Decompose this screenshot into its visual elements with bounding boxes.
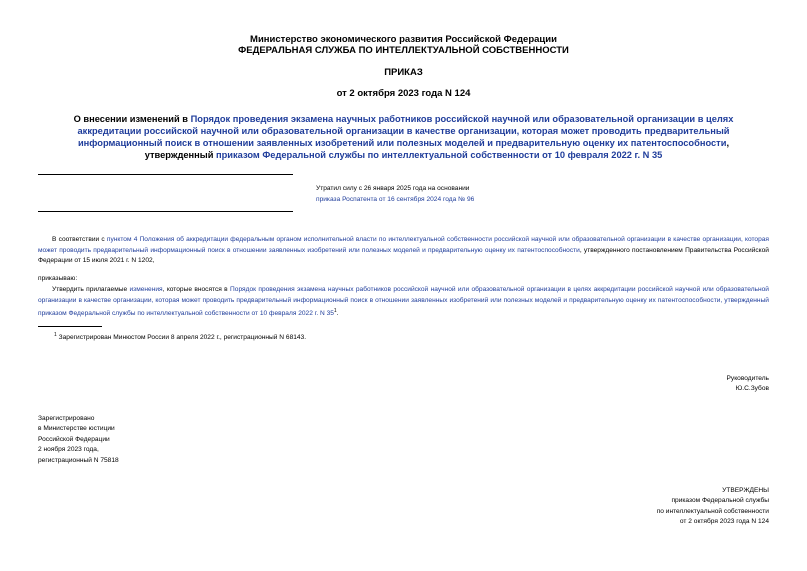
doc-type: ПРИКАЗ [384, 67, 423, 78]
divider-top [38, 174, 293, 175]
registration-line5: регистрационный N 75818 [38, 457, 119, 464]
para2-mid: , которые вносятся в [162, 286, 231, 293]
approved-line1: УТВЕРЖДЕНЫ [722, 487, 769, 494]
para2-link-procedure[interactable]: Порядок проведения экзамена научных работников российской научной или образовательной организации в целях аккредитации российской научной или образовательной организации в качестве организации, которая может проводить предварительный информационный поиск в отношении заявленных изобретений или полезных моделей и предварительную оценку их патентоспособности, утвержденный приказом Федеральной службы по интеллектуальной собственности от 10 февраля 2022 г. N 35 [38, 286, 769, 318]
doc-date-number: от 2 октября 2023 года N 124 [336, 88, 471, 99]
para1-prefix: В соответствии с [52, 236, 107, 243]
para2-end: . [336, 310, 339, 318]
registration-line4: 2 ноября 2023 года, [38, 446, 99, 453]
service-name: ФЕДЕРАЛЬНАЯ СЛУЖБА ПО ИНТЕЛЛЕКТУАЛЬНОЙ СОБСТВЕННОСТИ [238, 45, 569, 56]
para2-link-changes[interactable]: изменения [129, 286, 163, 293]
ministry-name: Министерство экономического развития Российской Федерации [250, 34, 557, 45]
order-word: приказываю: [38, 275, 78, 282]
signature-position: Руководитель [726, 375, 769, 382]
registration-line3: Российской Федерации [38, 436, 110, 443]
para1-link-regulation[interactable]: Положения об аккредитации федеральным органом исполнительной власти по интеллектуальной собственности российской научной или образовательной организации в качестве организации, которая может проводить предварительный информационный поиск в отношении заявленных изобретений или полезных моделей и предварительную оценку их патентоспособности [38, 236, 769, 254]
footnote-ref[interactable]: 1 [333, 308, 337, 315]
para1-link-clause[interactable]: пунктом 4 [106, 236, 138, 243]
footnote-mark: 1 [54, 332, 57, 338]
body-paragraph-2 [38, 285, 769, 320]
status-note-link[interactable]: приказа Роспатента от 16 сентября 2024 года № 96 [316, 196, 475, 203]
title-link-order[interactable]: приказом Федеральной службы по интеллектуальной собственности от 10 февраля 2022 г. N 35 [216, 150, 663, 160]
doc-title [46, 113, 761, 161]
approved-line4: от 2 октября 2023 года N 124 [679, 518, 769, 525]
title-link-procedure[interactable]: Порядок проведения экзамена научных работников российской научной или образовательной организации в целях аккредитации российской научной или образовательной организации в качестве организации, которая может проводить предварительный информационный поиск в отношении заявленных изобретений или полезных моделей и предварительную оценку их патентоспособности [77, 114, 734, 148]
registration-line1: Зарегистрировано [38, 415, 95, 422]
registration-line2: в Министерстве юстиции [38, 425, 115, 432]
para2-prefix: Утвердить прилагаемые [52, 286, 130, 293]
title-prefix: О внесении изменений в [73, 114, 191, 124]
footnote-text: Зарегистрирован Минюстом России 8 апреля 2022 г., регистрационный N 68143. [58, 334, 307, 342]
title-suffix: , утвержденный [144, 138, 730, 160]
signature-name: Ю.С.Зубов [735, 385, 769, 392]
status-note-line1: Утратил силу с 26 января 2025 года на основании [316, 185, 470, 192]
footnote [54, 330, 306, 344]
para1-suffix: , утвержденного постановлением Правительства Российской Федерации от 15 июля 2021 г. N 1202, [38, 246, 769, 265]
divider-bottom [38, 211, 293, 212]
footnote-divider [38, 326, 102, 327]
body-paragraph-1 [38, 235, 769, 267]
approved-line2: приказом Федеральной службы [671, 497, 769, 504]
approved-line3: по интеллектуальной собственности [656, 508, 769, 515]
